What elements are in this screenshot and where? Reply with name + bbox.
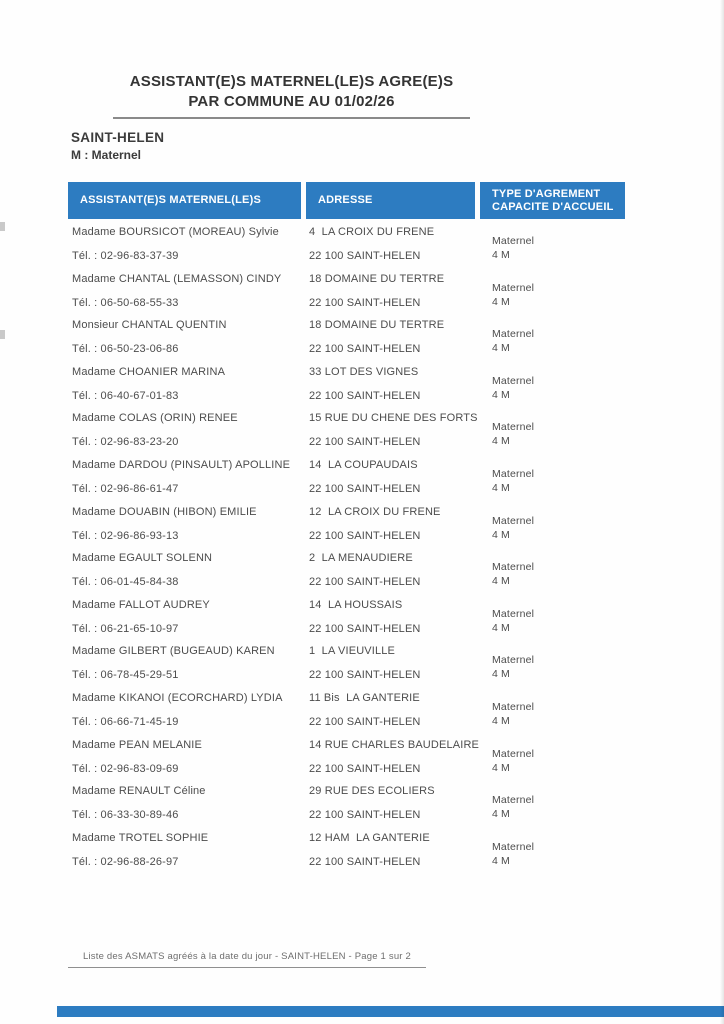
cell-type-agrement [485,732,628,779]
cell-adresse [305,545,485,592]
assistant-tel: Tél. : 06-21-65-10-97 [72,622,179,635]
address-street: 14 LA HOUSSAIS [309,598,403,611]
page-footer [68,951,426,968]
capacite-accueil: 4 M [492,295,510,308]
cell-adresse [305,359,485,406]
cell-assistant [68,359,305,406]
address-city: 22 100 SAINT-HELEN [309,343,421,356]
footer-text: Liste des ASMATS agréés à la date du jour - SAINT-HELEN - Page 1 sur 2 [82,951,411,962]
capacite-accueil: 4 M [492,249,510,261]
scan-artifact-mark [0,222,5,231]
cell-assistant [68,545,305,592]
assistant-name: Madame DARDOU (PINSAULT) APOLLINE [72,458,291,471]
table-row [68,452,628,499]
assistant-name: Madame DOUABIN (HIBON) EMILIE [72,505,257,518]
address-city: 22 100 SAINT-HELEN [309,809,421,822]
assistant-tel: Tél. : 06-50-68-55-33 [72,296,179,309]
cell-type-agrement [485,592,628,639]
cell-type-agrement [485,825,628,872]
assistant-name: Madame FALLOT AUDREY [72,598,210,611]
agrement-type: Maternel [492,421,535,434]
table-row [68,732,628,779]
address-city: 22 100 SAINT-HELEN [309,622,421,635]
capacite-accueil: 4 M [492,435,510,448]
cell-assistant [68,685,305,732]
cell-adresse [305,825,485,872]
assistant-tel: Tél. : 02-96-86-93-13 [72,529,179,542]
cell-assistant [68,405,305,452]
assistant-name: Madame GILBERT (BUGEAUD) KAREN [72,645,275,658]
cell-assistant [68,592,305,639]
cell-type-agrement [485,452,628,499]
agrement-type: Maternel [492,700,535,713]
table-row [68,592,628,639]
address-city: 22 100 SAINT-HELEN [309,250,421,262]
table-row [68,499,628,546]
cell-assistant [68,778,305,825]
cell-type-agrement [485,499,628,546]
assistant-name: Monsieur CHANTAL QUENTIN [72,319,227,332]
agrement-type: Maternel [492,235,535,247]
table-row [68,359,628,406]
address-street: 4 LA CROIX DU FRENE [309,226,435,238]
assistant-tel: Tél. : 06-78-45-29-51 [72,669,179,682]
cell-adresse [305,638,485,685]
agrement-type: Maternel [492,654,535,667]
scan-artifact-mark [0,330,5,339]
address-city: 22 100 SAINT-HELEN [309,762,421,775]
header-cell-type-agrement [480,182,625,219]
capacite-accueil: 4 M [492,528,510,541]
assistant-name: Madame EGAULT SOLENN [72,552,213,565]
capacite-accueil: 4 M [492,808,510,821]
header-assistants-label: ASSISTANT(E)S MATERNEL(LE)S [80,194,261,206]
table-row [68,778,628,825]
address-street: 18 DOMAINE DU TERTRE [309,272,445,285]
cell-assistant [68,638,305,685]
cell-assistant [68,825,305,872]
address-street: 12 LA CROIX DU FRENE [309,505,441,518]
address-city: 22 100 SAINT-HELEN [309,436,421,449]
page-title-line1: ASSISTANT(E)S MATERNEL(LE)S AGRE(E)S [129,73,454,90]
assistant-tel: Tél. : 06-50-23-06-86 [72,343,179,356]
cell-adresse [305,452,485,499]
agrement-type: Maternel [492,561,535,574]
header-type-line1: TYPE D'AGREMENT [492,187,601,200]
capacite-accueil: 4 M [492,481,510,494]
agrement-type: Maternel [492,281,535,294]
assistant-name: Madame RENAULT Céline [72,785,206,798]
assistant-tel: Tél. : 06-66-71-45-19 [72,715,179,728]
assistant-tel: Tél. : 02-96-83-23-20 [72,436,179,449]
address-city: 22 100 SAINT-HELEN [309,389,421,402]
capacite-accueil: 4 M [492,388,510,401]
cell-type-agrement [485,405,628,452]
address-street: 29 RUE DES ECOLIERS [309,785,435,798]
assistant-name: Madame COLAS (ORIN) RENEE [72,412,238,425]
scan-edge-shadow [720,0,724,1024]
cell-adresse [305,499,485,546]
legend-maternel: M : Maternel [71,148,142,162]
header-cell-assistants [68,182,301,219]
cell-type-agrement [485,638,628,685]
address-city: 22 100 SAINT-HELEN [309,669,421,682]
address-city: 22 100 SAINT-HELEN [309,482,421,495]
assistant-tel: Tél. : 02-96-88-26-97 [72,855,179,868]
address-city: 22 100 SAINT-HELEN [309,715,421,728]
next-page-header-bar [57,1006,724,1017]
address-street: 2 LA MENAUDIERE [309,552,413,565]
cell-type-agrement [485,266,628,313]
cell-assistant [68,266,305,313]
cell-adresse [305,592,485,639]
agrement-type: Maternel [492,328,535,341]
capacite-accueil: 4 M [492,714,510,727]
agrement-type: Maternel [492,467,535,480]
agrement-type: Maternel [492,794,535,807]
header-cell-adresse [306,182,475,219]
address-street: 18 DOMAINE DU TERTRE [309,319,445,332]
address-street: 33 LOT DES VIGNES [309,365,419,378]
table-row [68,685,628,732]
cell-type-agrement [485,359,628,406]
address-city: 22 100 SAINT-HELEN [309,529,421,542]
cell-adresse [305,732,485,779]
cell-type-agrement [485,545,628,592]
cell-adresse [305,266,485,313]
assistant-tel: Tél. : 02-96-83-37-39 [72,250,179,262]
table-row [68,638,628,685]
table-row [68,219,628,266]
address-street: 12 HAM LA GANTERIE [309,831,430,844]
assistant-tel: Tél. : 02-96-86-61-47 [72,482,179,495]
cell-adresse [305,778,485,825]
assistant-name: Madame BOURSICOT (MOREAU) Sylvie [72,226,279,238]
cell-adresse [305,685,485,732]
capacite-accueil: 4 M [492,575,510,588]
cell-type-agrement [485,685,628,732]
table-rows [68,219,628,871]
agrement-type: Maternel [492,514,535,527]
address-city: 22 100 SAINT-HELEN [309,296,421,309]
address-street: 14 LA COUPAUDAIS [309,458,418,471]
agrement-type: Maternel [492,607,535,620]
assistant-name: Madame CHANTAL (LEMASSON) CINDY [72,272,282,285]
commune-heading: SAINT-HELEN [71,130,165,145]
address-street: 1 LA VIEUVILLE [309,645,396,658]
table-row [68,545,628,592]
cell-adresse [305,405,485,452]
header-adresse-label: ADRESSE [318,194,373,206]
table-header [68,182,625,219]
assistant-tel: Tél. : 02-96-83-09-69 [72,762,179,775]
address-street: 11 Bis LA GANTERIE [309,691,420,704]
address-street: 15 RUE DU CHENE DES FORTS [309,412,478,425]
address-street: 14 RUE CHARLES BAUDELAIRE [309,738,480,751]
cell-assistant [68,312,305,359]
address-city: 22 100 SAINT-HELEN [309,855,421,868]
capacite-accueil: 4 M [492,668,510,681]
cell-assistant [68,219,305,266]
assistant-name: Madame KIKANOI (ECORCHARD) LYDIA [72,691,283,704]
assistant-name: Madame TROTEL SOPHIE [72,831,209,844]
cell-adresse [305,312,485,359]
header-type-line2: CAPACITE D'ACCUEIL [492,200,614,213]
assistant-tel: Tél. : 06-01-45-84-38 [72,576,179,589]
capacite-accueil: 4 M [492,342,510,355]
cell-adresse [305,219,485,266]
assistant-tel: Tél. : 06-33-30-89-46 [72,809,179,822]
assistant-name: Madame PEAN MELANIE [72,738,203,751]
agrement-type: Maternel [492,840,535,853]
agrement-type: Maternel [492,747,535,760]
cell-assistant [68,452,305,499]
assistant-tel: Tél. : 06-40-67-01-83 [72,389,179,402]
cell-type-agrement [485,219,628,266]
cell-assistant [68,732,305,779]
assistant-name: Madame CHOANIER MARINA [72,365,226,378]
capacite-accueil: 4 M [492,761,510,774]
cell-type-agrement [485,312,628,359]
address-city: 22 100 SAINT-HELEN [309,576,421,589]
agrement-type: Maternel [492,374,535,387]
table-row [68,825,628,872]
page-title [113,72,470,119]
cell-type-agrement [485,778,628,825]
table-row [68,312,628,359]
capacite-accueil: 4 M [492,854,510,867]
table-row [68,405,628,452]
table-row [68,266,628,313]
cell-assistant [68,499,305,546]
page-title-line2: PAR COMMUNE AU 01/02/26 [188,93,395,110]
capacite-accueil: 4 M [492,621,510,634]
